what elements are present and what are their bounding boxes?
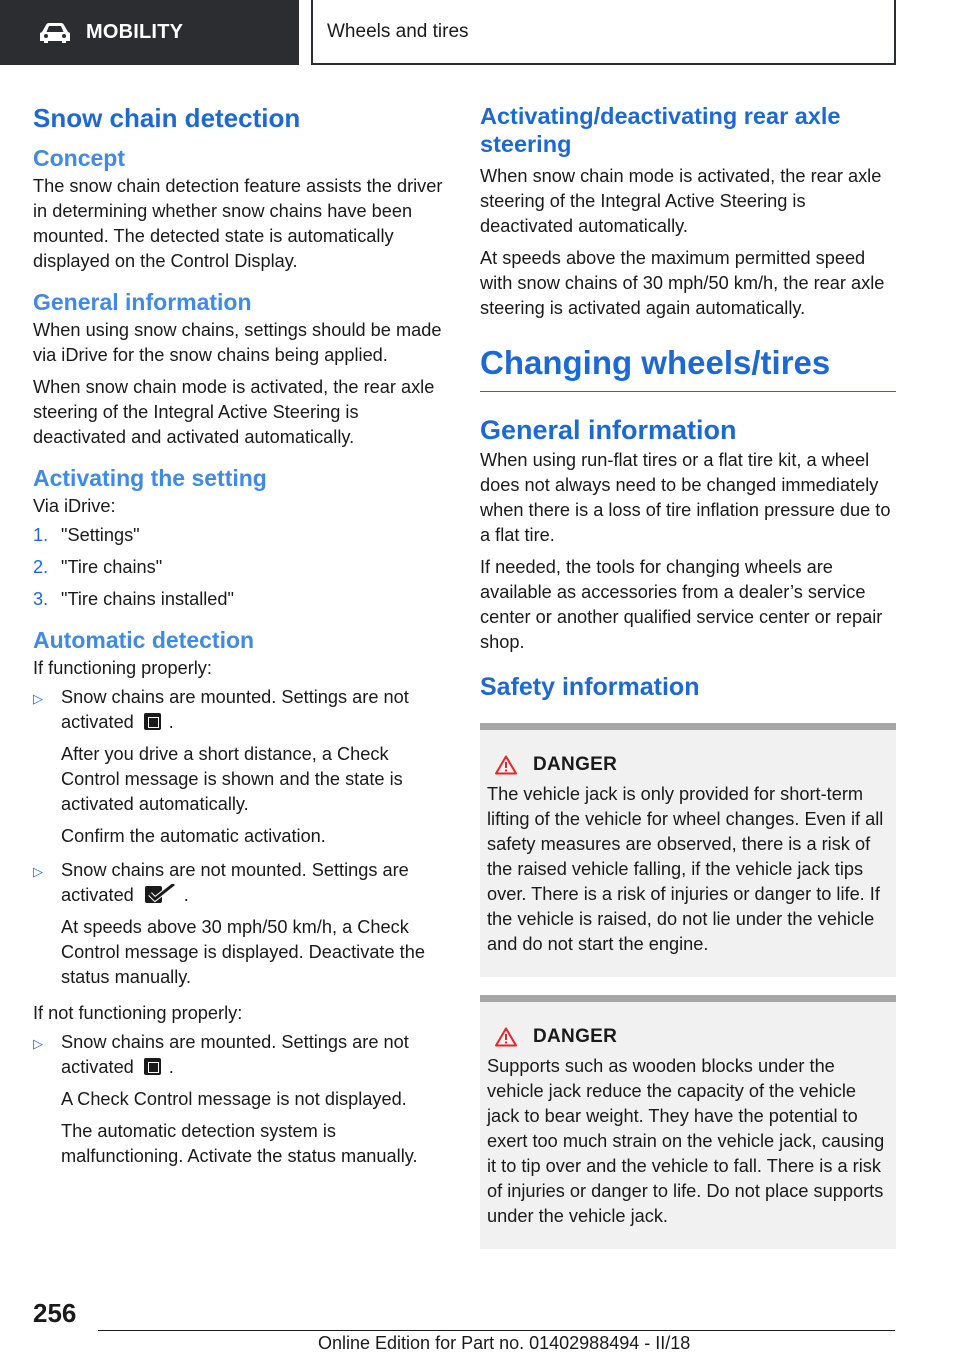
step-item: 1. "Settings"	[33, 525, 140, 545]
warning-triangle-icon	[495, 1027, 517, 1047]
concept-text: The snow chain detection feature assists the driver in determining whether snow chains have been mounted. The detected state is automatically displayed on the Control Display.	[33, 176, 443, 271]
changing-wheels-title: Changing wheels/tires	[480, 341, 896, 392]
car-icon	[38, 22, 72, 44]
changing-general-heading: General information	[480, 415, 737, 445]
checkbox-unchecked-icon	[144, 713, 161, 730]
chapter-label: MOBILITY	[86, 21, 184, 43]
list-item: ▷ Snow chains are not mounted. Settings are activated . At speeds above 30 mph/50 km/h, a Check Control message is displayed. Deactivate the status manually.	[33, 858, 448, 997]
changing-text-2: If needed, the tools for changing wheels are available as accessories from a dealer’s service center or another qualified service center or repair shop.	[480, 557, 883, 652]
triangle-bullet-icon: ▷	[33, 1036, 43, 1051]
triangle-bullet-icon: ▷	[33, 864, 43, 879]
section-title: Wheels and tires	[311, 0, 896, 65]
warning-triangle-icon	[495, 755, 517, 775]
checkbox-checked-icon	[144, 884, 176, 904]
rear-axle-text-1: When snow chain mode is activated, the rear axle steering of the Integral Active Steering is deactivated automatically.	[480, 166, 882, 236]
general-info-text-2: When snow chain mode is activated, the rear axle steering of the Integral Active Steering is deactivated and activated automatically.	[33, 377, 435, 447]
list-item: ▷ Snow chains are mounted. Settings are not activated . A Check Control message is not displayed. The automatic detection system is malfunctioning. Activate the status manually.	[33, 1030, 448, 1176]
danger-text: The vehicle jack is only provided for short-term lifting of the vehicle for wheel changes. Even if all safety measures are observed, there is a risk of the raised vehicle falling, if the vehicle jack tips over. There is a risk of injuries or danger to life. If the vehicle is raised, do not lie under the vehicle and do not start the engine.	[487, 784, 884, 954]
step-item: 3. "Tire chains installed"	[33, 589, 234, 609]
left-column	[33, 100, 448, 1180]
triangle-bullet-icon: ▷	[33, 691, 43, 706]
safety-heading: Safety information	[480, 673, 700, 701]
page-number: 256	[33, 1298, 77, 1328]
edition-text: Online Edition for Part no. 01402988494 - II/18	[318, 1333, 691, 1353]
danger-box-1	[480, 723, 896, 977]
checkbox-unchecked-icon	[144, 1058, 161, 1075]
functioning-intro: If functioning properly:	[33, 658, 212, 678]
idrive-steps	[33, 523, 448, 612]
rear-axle-text-2: At speeds above the maximum permitted speed with snow chains of 30 mph/50 km/h, the rear axle steering is activated again automatically.	[480, 248, 885, 318]
danger-box-2	[480, 995, 896, 1249]
snow-chain-title: Snow chain detection	[33, 103, 301, 133]
changing-text-1: When using run-flat tires or a flat tire kit, a wheel does not always need to be changed immediately when there is a loss of tire inflation pressure due to a flat tire.	[480, 450, 891, 545]
functioning-list	[33, 685, 448, 997]
step-item: 2. "Tire chains"	[33, 557, 163, 577]
list-item: ▷ Snow chains are mounted. Settings are not activated . After you drive a short distance, a Check Control message is shown and the state is activated automatically. Confirm the automatic activation.	[33, 685, 448, 856]
activating-heading: Activating the setting	[33, 465, 267, 491]
not-functioning-list	[33, 1030, 448, 1176]
footer-divider	[98, 1330, 895, 1331]
general-info-heading: General information	[33, 289, 252, 315]
chapter-tab[interactable]	[0, 0, 299, 65]
danger-label: DANGER	[533, 754, 618, 775]
automatic-heading: Automatic detection	[33, 627, 255, 653]
right-column	[480, 100, 896, 1249]
danger-label: DANGER	[533, 1026, 618, 1047]
idrive-intro: Via iDrive:	[33, 496, 116, 516]
not-functioning-intro: If not functioning properly:	[33, 1003, 243, 1023]
rear-axle-heading: Activating/deactivating rear axle steering	[480, 103, 841, 157]
general-info-text-1: When using snow chains, settings should be made via iDrive for the snow chains being applied.	[33, 320, 442, 365]
concept-heading: Concept	[33, 145, 125, 171]
danger-text: Supports such as wooden blocks under the vehicle jack reduce the capacity of the vehicle jack to bear weight. They have the potential to exert too much strain on the vehicle jack, causing it to tip over and the vehicle to fall. There is a risk of injuries or danger to life. Do not place supports under the vehicle jack.	[487, 1056, 885, 1226]
